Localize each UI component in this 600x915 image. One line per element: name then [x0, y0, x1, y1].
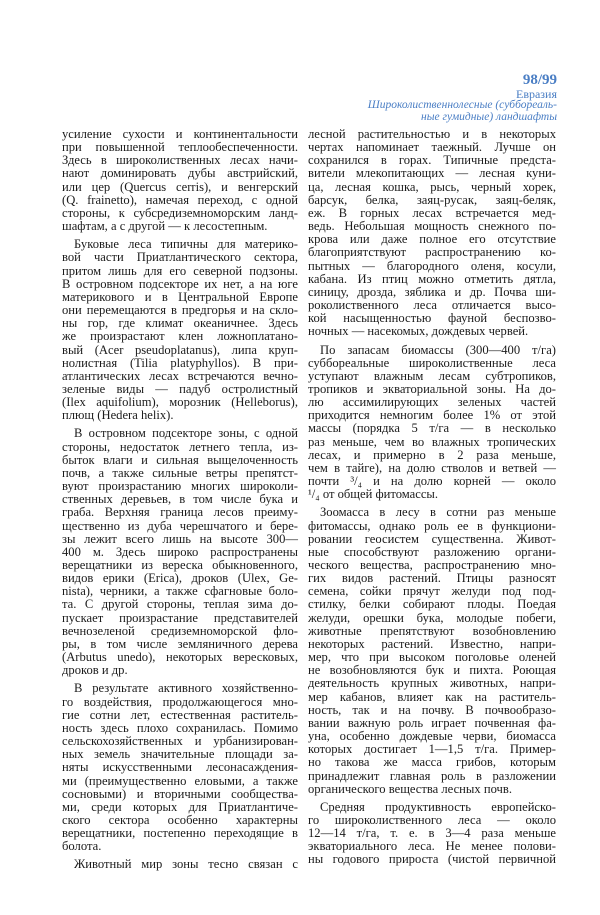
- text-line: ны гор, где климат океаничнее. Здесь: [62, 316, 298, 331]
- text-line: стороны, недостаток летнего тепла, из-: [62, 439, 298, 454]
- text-line: го широколиственного леса — около: [308, 812, 556, 827]
- text-line: плющ (Hedera helix).: [62, 408, 174, 423]
- text-line: ственных деревьев, в том числе бука и: [62, 492, 298, 507]
- text-line: 12—14 т/га, т. е. в 3—4 раза меньше: [308, 826, 556, 841]
- text-line: при повышенной теплообеспеченности.: [62, 140, 298, 155]
- paragraph: [308, 506, 556, 795]
- text-line: стилку, белки собирают плоды. Поедая: [308, 597, 556, 612]
- text-line: щественно из дуба черешчатого и бере-: [62, 518, 298, 533]
- text-line: желуди, орешки бука, молодые побеги,: [308, 610, 556, 625]
- text-line: По запасам биомассы (300—400 т/га): [320, 342, 556, 357]
- text-line: чем в тайге), на долю стволов и ветвей —: [308, 460, 556, 475]
- text-line: вители млекопитающих — лесная куни-: [308, 166, 556, 181]
- text-line: вый (Acer pseudoplatanus), липа круп-: [62, 342, 298, 357]
- text-line: Буковые леса типичны для материко-: [74, 237, 298, 252]
- text-line: няты искусственными лесонасаждения-: [62, 760, 298, 775]
- text-line: уна, особенно дождевые черви, биомасса: [308, 729, 556, 744]
- text-line: пускает произрастание представителей: [62, 610, 298, 625]
- text-line: гих видов растений. Птицы разносят: [308, 571, 556, 586]
- text-line: ми (преимущественно еловыми, а также: [62, 773, 298, 788]
- text-line: пытных — благородного оленя, косули,: [308, 258, 556, 273]
- text-line: В островном подсекторе их нет, а на юге: [62, 276, 298, 291]
- text-line: шафтам, а с другой — к лесостепным.: [62, 219, 268, 234]
- text-line: не возобновляются бук и пихта. Роющая: [308, 663, 556, 678]
- text-column-left: [62, 128, 298, 877]
- text-line: Здесь в широколиственных лесах начи-: [62, 153, 298, 168]
- text-line: вой части Приатлантического сектора,: [62, 250, 298, 265]
- text-line: фитомассы, однако роль ее в функциони-: [308, 518, 556, 533]
- text-line: граба. Верхняя граница лесов преиму-: [62, 505, 298, 520]
- text-line: но такова же масса грибов, которым: [308, 755, 556, 770]
- text-line: ческого вещества, распространению мно-: [308, 558, 556, 572]
- text-line: Средняя продуктивность европейско-: [320, 799, 556, 814]
- text-line: ность, так и на почву. В почвообразо-: [308, 702, 556, 717]
- text-line: Животный мир зоны тесно связан с: [74, 857, 298, 872]
- text-line: ми, среди которых для Приатлантиче-: [62, 799, 298, 814]
- text-line: атлантических лесах встречаются вечно-: [62, 368, 298, 383]
- text-line: лесной растительностью и в некоторых: [308, 127, 556, 141]
- text-line: экваториального леса. Не менее полови-: [308, 839, 556, 854]
- paragraph: [308, 128, 556, 339]
- text-line: усиление сухости и континентальности: [62, 127, 298, 141]
- text-line: ные способствуют разложению органи-: [308, 544, 556, 559]
- text-line: деятельность крупных животных, напри-: [308, 676, 556, 691]
- text-line: синицу, дрозда, зяблика и др. Почва ши-: [308, 284, 556, 299]
- text-line: верещатники, постепенно переходящие в: [62, 826, 298, 841]
- paragraph: [62, 682, 298, 853]
- text-line: животные препятствуют возобновлению: [308, 623, 556, 638]
- text-line: суббореальные широколиственные леса: [308, 355, 556, 370]
- text-line: (Q. frainetto), намечая переход, с одной: [62, 192, 298, 207]
- text-line: гие сотни лет, естественная раститель-: [62, 707, 298, 722]
- text-line: сосновыми) и вторичными сообщества-: [62, 786, 298, 801]
- paragraph: [62, 128, 298, 233]
- text-line: дроков и др.: [62, 663, 128, 678]
- text-line: ры, в том числе земляничного дерева: [62, 636, 298, 651]
- text-line: зеленые виды — падуб остролистный: [62, 381, 298, 396]
- text-line: ность здесь плохо сохранилась. Помимо: [62, 720, 298, 735]
- text-line: болота.: [62, 839, 102, 854]
- text-line: нают доминировать дубы австрийский,: [62, 166, 298, 181]
- paragraph: [308, 344, 556, 502]
- text-line: ¹/₄ от общей фитомассы.: [308, 487, 439, 502]
- text-line: верещатники из вереска обыкновенного,: [62, 558, 298, 572]
- text-line: В островном подсекторе зоны, с одной: [74, 426, 298, 441]
- text-line: 400 м. Здесь широко распространены: [62, 544, 298, 559]
- text-line: которых достигает 1—1,5 т/га. Пример-: [308, 742, 556, 757]
- text-line: органического вещества лесных почв.: [308, 781, 512, 796]
- text-line: нолистная (Tilia platyphyllos). В при-: [62, 355, 298, 370]
- text-line: крова или даже полное его отсутствие: [308, 232, 556, 247]
- text-line: почв, а также сильные ветры препятст-: [62, 465, 298, 480]
- text-line: го воздействия, продолжающегося мно-: [62, 694, 298, 709]
- paragraph: [62, 238, 298, 422]
- text-line: вуют произрастанию многих широколи-: [62, 479, 298, 494]
- text-line: или цер (Quercus cerris), и венгерский: [62, 179, 298, 194]
- text-line: роколиственного леса отличается высо-: [308, 298, 556, 313]
- text-line: приходится немногим более 1% от этой: [308, 408, 556, 423]
- text-line: ных земель значительные площади за-: [62, 747, 298, 762]
- text-line: уступают влажным лесам субтропиков,: [308, 368, 556, 383]
- text-line: некоторых растений. Известно, напри-: [308, 636, 556, 651]
- text-line: они перемещаются в предгорья и на скло-: [62, 303, 298, 318]
- text-line: почти ³/₄ и на долю корней — около: [308, 474, 556, 489]
- text-line: стороны, к субсредиземноморским ланд-: [62, 205, 298, 220]
- chapter-subtitle-line: Широколиственнолесные (суббореаль-: [367, 99, 557, 111]
- text-line: мер, что при высоком поголовье оленей: [308, 650, 556, 665]
- text-line: кабана. Из птиц можно отметить дятла,: [308, 271, 556, 286]
- text-line: принадлежит главная роль в разложении: [308, 768, 556, 783]
- text-line: зы лежит всего лишь на высоте 300—: [62, 531, 298, 546]
- text-line: вании важную роль играет почвенная фа-: [308, 715, 556, 730]
- text-line: лю ассимилирующих зеленых частей: [308, 395, 556, 410]
- text-line: раз меньше, чем во влажных тропических: [308, 434, 556, 449]
- paragraph: [308, 801, 556, 867]
- text-line: ровании геосистем существенна. Живот-: [308, 531, 556, 546]
- text-line: же произрастают клен ложноплатано-: [62, 329, 298, 344]
- text-line: быток влаги и сильная выщелоченность: [62, 452, 298, 467]
- text-line: вечнозеленой средиземноморской фло-: [62, 623, 298, 638]
- text-line: благоприятствуют распространению ко-: [308, 245, 556, 260]
- chapter-subtitle-line: ные гумидные) ландшафты: [421, 110, 557, 123]
- text-line: (Ilex aquifolium), морозник (Helleborus),: [62, 395, 298, 410]
- page-numbers: 98/99: [522, 72, 557, 88]
- text-line: сельскохозяйственных и урбанизирован-: [62, 734, 298, 749]
- text-line: та. С другой стороны, теплая зима до-: [62, 597, 298, 612]
- text-line: ского сектора особенно характерны: [62, 812, 298, 827]
- text-column-right: [308, 128, 556, 872]
- text-line: сохранился в горах. Типичные предста-: [308, 153, 556, 168]
- text-line: ца, лесная кошка, рысь, черный хорек,: [308, 179, 556, 194]
- text-line: массы (порядка 5 т/га — в несколько: [308, 421, 556, 436]
- paragraph: [62, 858, 298, 871]
- text-line: лесах, и примерно в 2 раза меньше,: [308, 447, 556, 462]
- text-line: семена, сойки прячут желуди под под-: [308, 584, 556, 599]
- text-line: кой насыщенностью фауной беспозво-: [308, 311, 556, 326]
- paragraph: [62, 427, 298, 677]
- text-line: ведь. Небольшая мощность снежного по-: [308, 219, 556, 234]
- text-line: притом лишь для его северной подзоны.: [62, 263, 298, 278]
- text-line: Зоомасса в лесу в сотни раз меньше: [320, 505, 556, 520]
- text-line: материкового и в Центральной Европе: [62, 289, 298, 304]
- text-line: тропиков и экваториальной зоны. На до-: [308, 381, 556, 396]
- text-line: видов ерики (Erica), дроков (Ulex, Ge-: [62, 571, 298, 586]
- text-line: барсук, белка, заяц-русак, заяц-беляк,: [308, 192, 556, 207]
- text-line: ночных — насекомых, дождевых червей.: [308, 324, 529, 339]
- text-line: еж. В горных лесах встречается мед-: [308, 205, 556, 220]
- text-line: чертах напоминает таежный. Лучше он: [308, 140, 556, 155]
- running-header: [368, 72, 557, 123]
- text-line: ны годового прироста (чистой первичной: [308, 852, 556, 867]
- text-line: (Arbutus unedo), некоторых вересковых,: [62, 650, 298, 665]
- text-line: nista), черники, а также сфагновые боло-: [62, 584, 298, 599]
- text-line: В результате активного хозяйственно-: [74, 681, 298, 696]
- text-line: мер кабанов, влияет как на раститель-: [308, 689, 556, 704]
- section-title: Евразия: [515, 87, 557, 101]
